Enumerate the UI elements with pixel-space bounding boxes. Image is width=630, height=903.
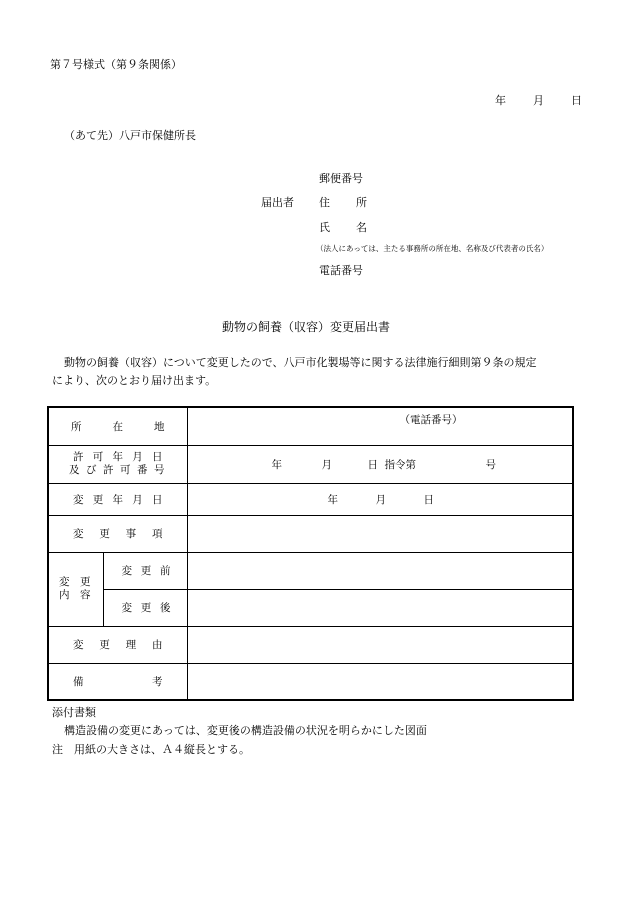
location-label-cell [48, 407, 187, 445]
row-change-date [48, 483, 573, 515]
change-before-char: 変 [121, 565, 132, 577]
permit-label-char: 許 [73, 451, 84, 463]
row-change-item [48, 515, 573, 552]
change-date-label-char: 年 [112, 493, 123, 506]
applicant-address-label [319, 194, 367, 210]
change-after-char: 後 [160, 602, 171, 614]
change-reason-label-char: 変 [73, 639, 84, 651]
change-item-label-char: 事 [125, 528, 137, 540]
change-before-value-cell[interactable] [187, 552, 573, 589]
applicant-name-label [319, 219, 367, 235]
row-location [48, 407, 573, 445]
change-content-char: 更 [80, 576, 91, 588]
location-char-3: 地 [154, 420, 165, 433]
form-number: 第７号様式（第９条関係） [50, 58, 182, 71]
change-form-table [47, 406, 574, 701]
addressee: （あて先）八戸市保健所長 [64, 129, 196, 142]
submission-date [495, 92, 582, 108]
change-item-label-char: 変 [73, 528, 84, 540]
applicant-corporate-note: （法人にあっては、主たる事務所の所在地、名称及び代表者の氏名） [316, 244, 549, 253]
name-char-1: 氏 [319, 221, 330, 234]
row-permit [48, 445, 573, 483]
permit-label-cell [48, 445, 187, 483]
permit-day: 日 [367, 459, 378, 471]
location-value-cell[interactable] [187, 407, 573, 445]
attachments-heading: 添付書類 [52, 706, 96, 719]
remarks-label-char: 備 [73, 675, 84, 688]
date-year: 年 [495, 94, 506, 107]
permit-label-char: 日 [152, 451, 163, 463]
row-remarks [48, 663, 573, 700]
change-date-label-char: 日 [152, 493, 163, 506]
change-date-label-char: 変 [73, 493, 84, 506]
change-date-month: 月 [375, 494, 386, 506]
location-char-1: 所 [71, 420, 82, 433]
location-phone-note: （電話番号） [399, 414, 463, 426]
permit-label-char: び [86, 464, 97, 476]
change-before-label-cell [103, 552, 187, 589]
applicant-label: 届出者 [261, 196, 294, 209]
applicant-postal-label: 郵便番号 [319, 172, 363, 185]
change-date-value-cell[interactable] [187, 483, 573, 515]
change-content-char: 変 [59, 576, 70, 588]
permit-label-char: 可 [120, 464, 131, 476]
attachments-item: 構造設備の変更にあっては、変更後の構造設備の状況を明らかにした図面 [64, 724, 427, 737]
permit-year: 年 [271, 459, 282, 471]
permit-directive: 指令第 [384, 459, 416, 471]
row-change-reason [48, 626, 573, 663]
remarks-label-cell [48, 663, 187, 700]
change-after-label-cell [103, 589, 187, 626]
row-change-after [48, 589, 573, 626]
change-after-char: 変 [121, 602, 132, 614]
body-text-line-2: により、次のとおり届け出ます。 [52, 374, 217, 387]
change-reason-value-cell[interactable] [187, 626, 573, 663]
change-date-label-char: 更 [92, 493, 104, 506]
document-title: 動物の飼養（収容）変更届出書 [222, 320, 391, 334]
remarks-value-cell[interactable] [187, 663, 573, 700]
change-before-char: 更 [140, 565, 152, 577]
footnote: 注 用紙の大きさは、Ａ４縦長とする。 [52, 743, 250, 756]
change-content-label-cell [48, 552, 103, 626]
change-item-value-cell[interactable] [187, 515, 573, 552]
change-after-char: 更 [140, 602, 152, 614]
remarks-label-char: 考 [152, 675, 163, 688]
change-before-char: 前 [160, 565, 171, 577]
change-content-char: 容 [80, 589, 91, 601]
change-reason-label-char: 更 [99, 639, 110, 651]
applicant-phone-label: 電話番号 [319, 264, 363, 277]
permit-label-char: 月 [132, 451, 143, 463]
change-date-label-cell [48, 483, 187, 515]
change-content-char: 内 [59, 589, 70, 601]
change-reason-label-cell [48, 626, 187, 663]
change-item-label-char: 更 [99, 528, 110, 540]
address-char-2: 所 [356, 196, 367, 209]
permit-number-suffix: 号 [485, 459, 496, 471]
permit-label-char: 号 [154, 464, 165, 476]
permit-month: 月 [321, 459, 332, 471]
date-month: 月 [533, 94, 544, 107]
body-text-line-1: 動物の飼養（収容）について変更したので、八戸市化製場等に関する法律施行細則第９条の規定 [64, 356, 537, 369]
name-char-2: 名 [356, 221, 367, 234]
permit-label-char: 可 [92, 451, 104, 463]
permit-label-char: 及 [69, 464, 80, 476]
location-char-2: 在 [112, 420, 123, 433]
change-item-label-cell [48, 515, 187, 552]
permit-label-char: 年 [112, 451, 123, 463]
change-date-day: 日 [423, 494, 434, 506]
change-after-value-cell[interactable] [187, 589, 573, 626]
row-change-before [48, 552, 573, 589]
date-day: 日 [571, 94, 582, 107]
permit-value-cell[interactable] [187, 445, 573, 483]
change-date-label-char: 月 [132, 493, 143, 506]
address-char-1: 住 [319, 196, 330, 209]
permit-label-char: 許 [103, 464, 114, 476]
change-reason-label-char: 由 [151, 639, 163, 651]
permit-label-char: 番 [137, 464, 148, 476]
change-date-year: 年 [327, 494, 338, 506]
change-reason-label-char: 理 [125, 639, 137, 651]
change-item-label-char: 項 [151, 528, 163, 540]
